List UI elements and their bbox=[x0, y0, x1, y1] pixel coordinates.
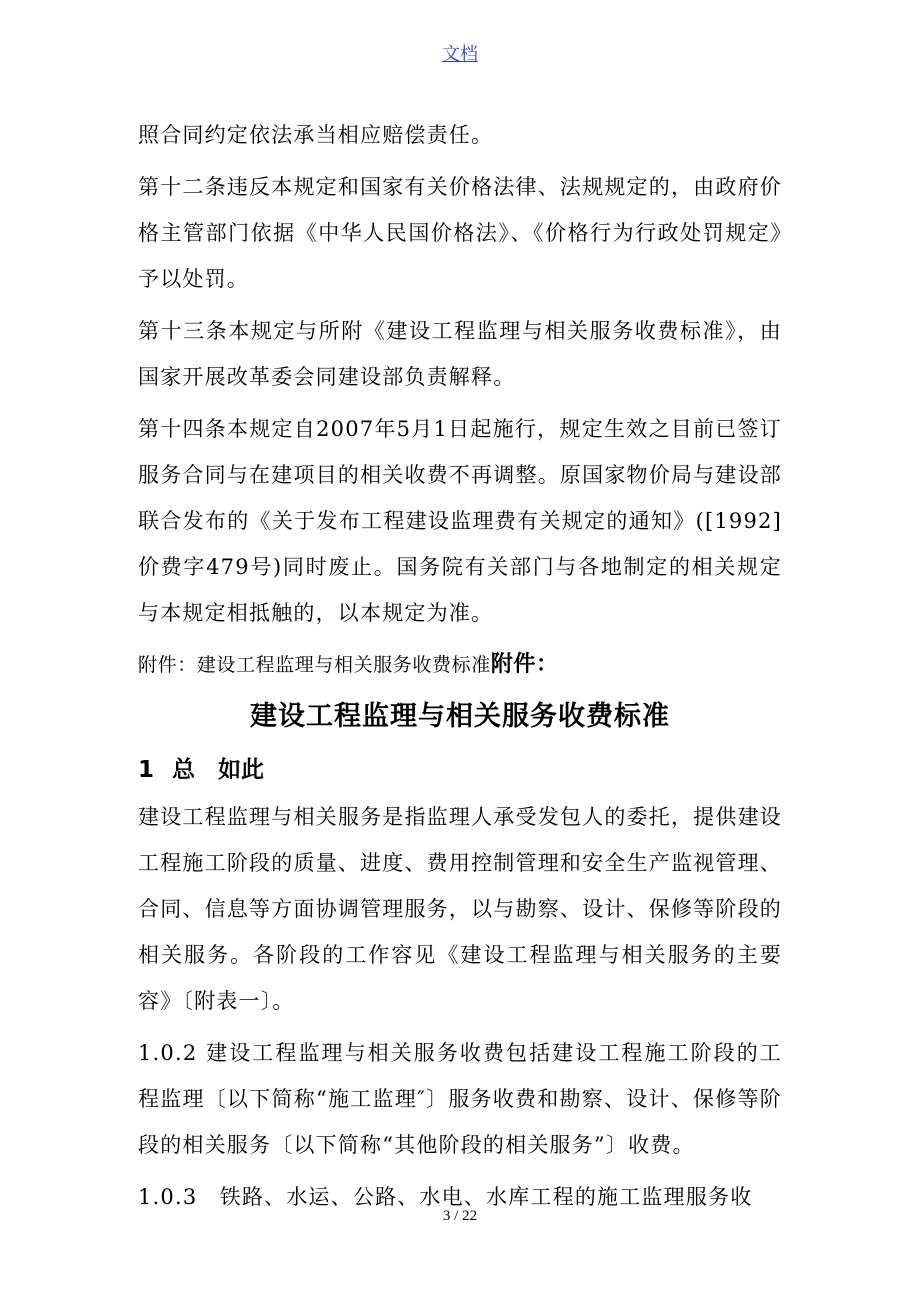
section-heading: 1 总 如此 bbox=[138, 757, 265, 783]
annex-text: 附件：建设工程监理与相关服务收费标准 bbox=[138, 654, 491, 676]
document-body bbox=[138, 112, 782, 1220]
page-number: 3 / 22 bbox=[442, 1208, 478, 1224]
main-heading: 建设工程监理与相关服务收费标准 bbox=[250, 701, 670, 732]
annex-bold-label: 附件： bbox=[490, 652, 559, 677]
section-paragraph-1-0-2: 1.0.2 建设工程监理与相关服务收费包括建设工程施工阶段的工程监理〔以下简称“施工监理″〕服务收费和勘察、设计、保修等阶段的相关服务〔以下简称“其他阶段的相关服务”〕收费。 bbox=[138, 1041, 782, 1157]
paragraph: 照合同约定依法承当相应赔偿责任。 bbox=[138, 123, 494, 147]
annex-line bbox=[138, 642, 782, 688]
paragraph-article-12: 第十二条违反本规定和国家有关价格法律、法规规定的，由政府价格主管部门依据《中华人民国价格法》、《价格行为行政处罚规定》予以处罚。 bbox=[138, 175, 782, 291]
paragraph-article-13: 第十三条本规定与所附《建设工程监理与相关服务收费标准》，由国家开展改革委会同建设部负责解释。 bbox=[138, 319, 782, 389]
header-title-link[interactable]: 文档 bbox=[442, 44, 478, 65]
section-paragraph-1-0-3: 1.0.3 铁路、水运、公路、水电、水库工程的施工监理服务收 bbox=[138, 1185, 753, 1209]
section-paragraph-definition: 建设工程监理与相关服务是指监理人承受发包人的委托，提供建设工程施工阶段的质量、进度、费用控制管理和安全生产监视管理、合同、信息等方面协调管理服务，以与勘察、设计、保修等阶段的相关服务。各阶段的工作容见《建设工程监理与相关服务的主要容》〔附表一〕。 bbox=[138, 805, 782, 1013]
paragraph-article-14: 第十四条本规定自2007年5月1日起施行，规定生效之目前已签订服务合同与在建项目的相关收费不再调整。原国家物价局与建设部联合发布的《关于发布工程建设监理费有关规定的通知》([1992]价费字479号)同时废止。国务院有关部门与各地制定的相关规定与本规定相抵触的，以本规定为准。 bbox=[138, 417, 782, 625]
